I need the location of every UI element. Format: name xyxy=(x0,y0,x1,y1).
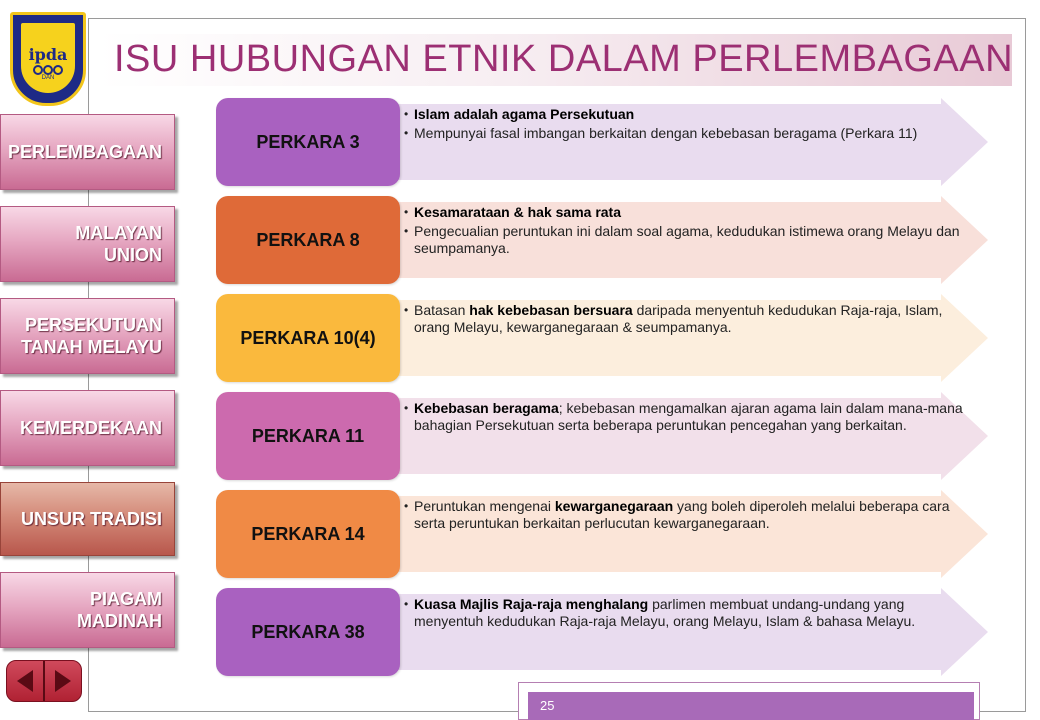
perkara-label: PERKARA 14 xyxy=(216,490,400,578)
next-slide-button[interactable] xyxy=(45,661,81,701)
bullet-item xyxy=(404,106,964,123)
perkara-label: PERKARA 10(4) xyxy=(216,294,400,382)
logo-shield xyxy=(21,23,75,93)
nav-button-5[interactable] xyxy=(0,572,175,648)
nav-button-label: MADINAH xyxy=(77,611,162,631)
perkara-row xyxy=(216,490,988,578)
institution-logo xyxy=(10,12,86,106)
perkara-bullets xyxy=(404,204,964,259)
bullet-text: yang boleh diperoleh melalui beberapa cara serta peruntukan berkaitan perlucutan kewarganegaraan. xyxy=(414,498,950,531)
bullet-item xyxy=(404,596,964,630)
bullet-text: Mempunyai fasal imbangan berkaitan dengan kebebasan beragama (Perkara 11) xyxy=(414,125,918,141)
nav-button-label: MALAYAN xyxy=(75,223,162,243)
nav-button-label: PERLEMBAGAAN xyxy=(7,142,162,162)
triangle-left-icon xyxy=(13,668,37,694)
perkara-bullets xyxy=(404,400,964,436)
bullet-bold-text: hak kebebasan bersuara xyxy=(469,302,633,318)
bullet-item xyxy=(404,302,964,336)
bullet-bold-text: kewarganegaraan xyxy=(554,498,674,514)
bullet-text: Peruntukan mengenai xyxy=(414,498,555,514)
perkara-bullets xyxy=(404,302,964,338)
bullet-text: ; kebebasan mengamalkan ajaran agama lain dalam mana-mana bahagian Persekutuan serta beberapa peruntukan pencegahan yang berkaitan. xyxy=(414,400,963,433)
bullet-text: Batasan xyxy=(414,302,470,318)
perkara-row xyxy=(216,98,988,186)
bullet-bold-text: Kesamarataan & hak sama rata xyxy=(414,204,622,220)
perkara-label: PERKARA 38 xyxy=(216,588,400,676)
perkara-bullets xyxy=(404,106,964,144)
bullet-text: Pengecualian peruntukan ini dalam soal agama, kedudukan istimewa orang Melayu dan seumpamanya. xyxy=(414,223,960,256)
perkara-row xyxy=(216,196,988,284)
bullet-text: daripada menyentuh kedudukan Raja-raja, Islam, orang Melayu, kewarganegaraan & seumpamanya. xyxy=(414,302,943,335)
bullet-bold-text: Islam adalah agama Persekutuan xyxy=(414,106,635,122)
nav-button-0[interactable] xyxy=(0,114,175,190)
nav-button-label: TANAH MELAYU xyxy=(20,337,162,357)
bullet-bold-text: Kebebasan beragama xyxy=(414,400,559,416)
perkara-row xyxy=(216,588,988,676)
logo-rings-icon xyxy=(33,65,63,75)
slide-title: ISU HUBUNGAN ETNIK DALAM PERLEMBAGAAN xyxy=(114,38,1014,80)
perkara-label: PERKARA 3 xyxy=(216,98,400,186)
perkara-row xyxy=(216,392,988,480)
bullet-item xyxy=(404,125,964,142)
bullet-item xyxy=(404,204,964,221)
slide-navigation-arrows xyxy=(6,660,82,702)
bullet-item xyxy=(404,223,964,257)
perkara-row xyxy=(216,294,988,382)
triangle-right-icon xyxy=(51,668,75,694)
perkara-label: PERKARA 8 xyxy=(216,196,400,284)
previous-slide-button[interactable] xyxy=(7,661,43,701)
perkara-label: PERKARA 11 xyxy=(216,392,400,480)
footer-bar xyxy=(528,692,974,720)
page-number: 25 xyxy=(540,698,555,713)
perkara-bullets xyxy=(404,498,964,534)
perkara-bullets xyxy=(404,596,964,632)
bullet-item xyxy=(404,498,964,532)
nav-button-3[interactable] xyxy=(0,390,175,466)
nav-button-1[interactable] xyxy=(0,206,175,282)
nav-button-label: KEMERDEKAAN xyxy=(19,418,162,438)
bullet-text: parlimen membuat undang-undang yang menyentuh kedudukan Raja-raja Melayu, orang Melayu, Islam & bahasa Melayu. xyxy=(414,596,916,629)
nav-button-label: PERSEKUTUAN xyxy=(24,315,162,335)
bullet-bold-text: Kuasa Majlis Raja-raja menghalang xyxy=(414,596,649,612)
nav-button-label: UNSUR TRADISI xyxy=(20,509,162,529)
bullet-item xyxy=(404,400,964,434)
nav-button-2[interactable] xyxy=(0,298,175,374)
nav-button-4[interactable] xyxy=(0,482,175,556)
logo-text: ipda xyxy=(28,45,68,64)
nav-button-label: UNION xyxy=(104,245,162,265)
logo-small-text: DAN xyxy=(41,75,55,81)
nav-button-label: PIAGAM xyxy=(90,589,162,609)
